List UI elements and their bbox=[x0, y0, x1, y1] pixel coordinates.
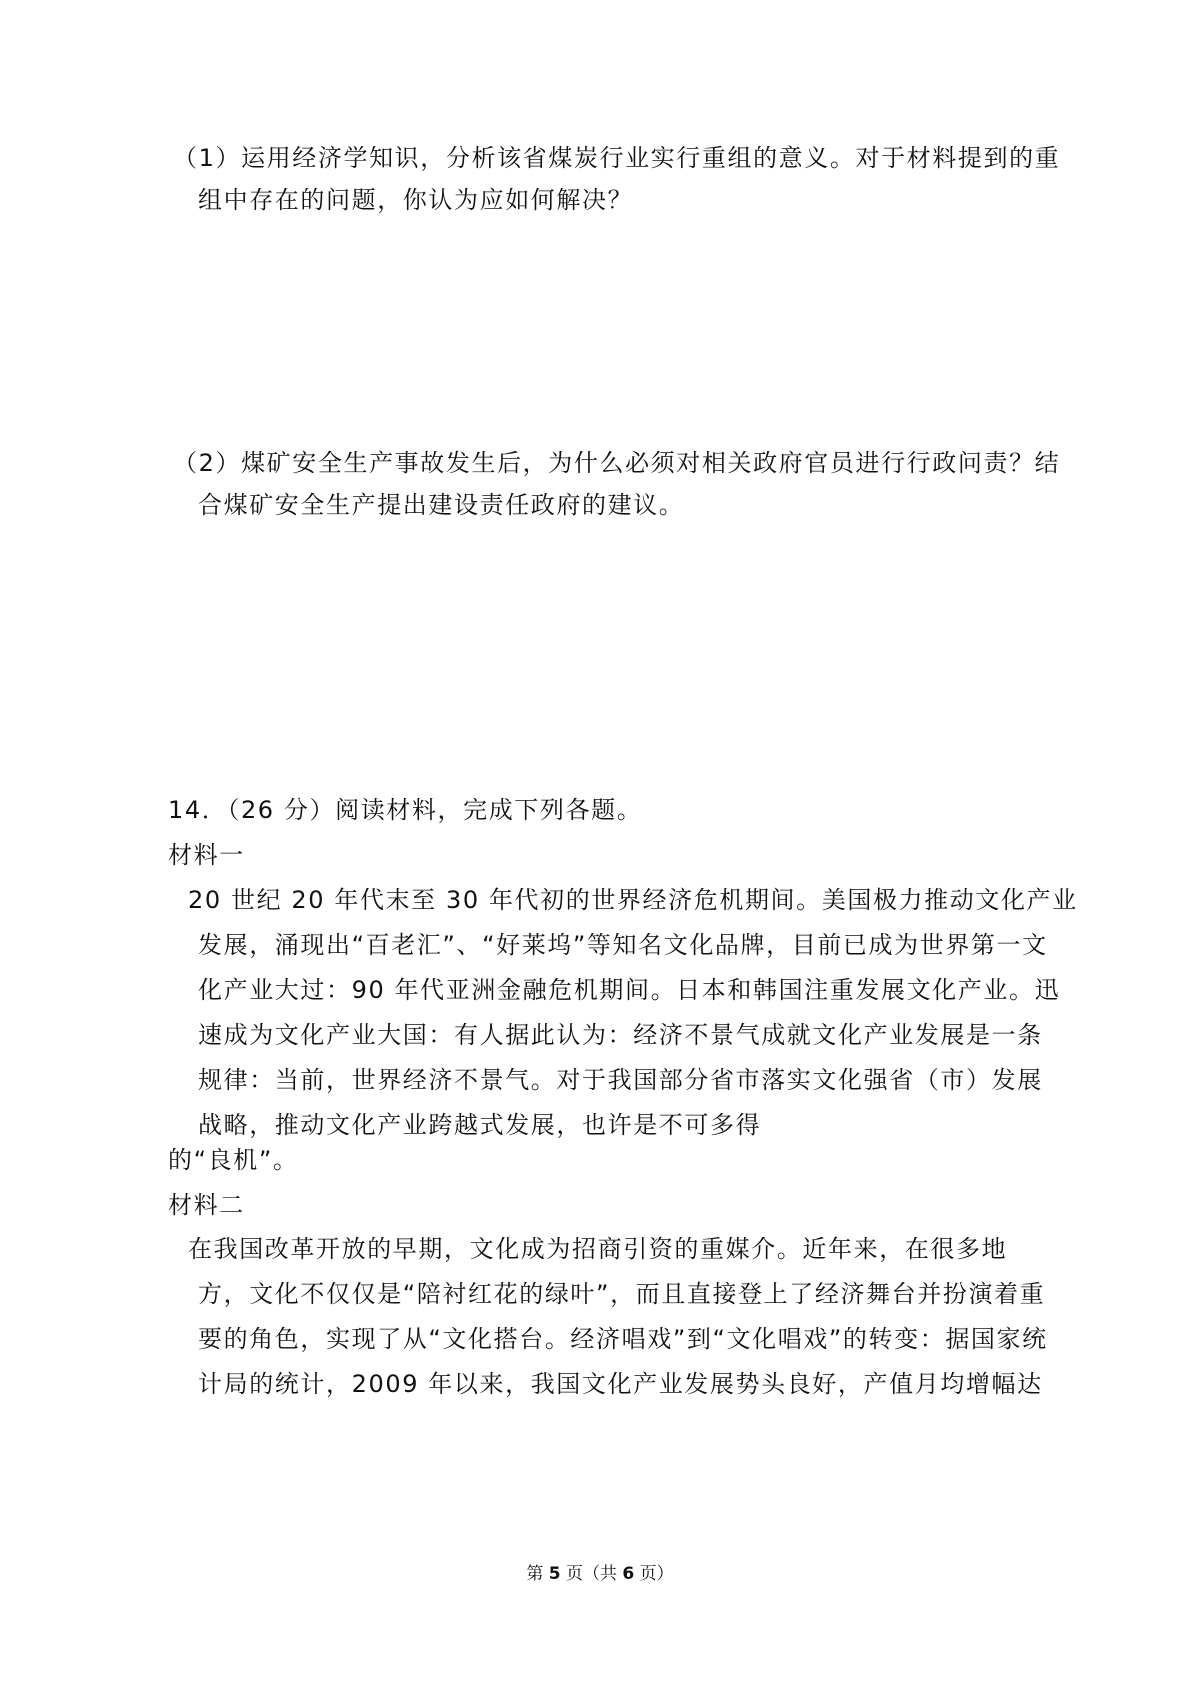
q13-part2-line2: 合煤矿安全生产提出建设责任政府的建议。 bbox=[198, 491, 685, 519]
material1-line-6: 战略，推动文化产业跨越式发展，也许是不可多得 bbox=[198, 1111, 762, 1139]
material2-line-4: 计局的统计，2009 年以来，我国文化产业发展势头良好，产值月均增幅达 bbox=[198, 1370, 1043, 1398]
material2-line-2: 方，文化不仅仅是“陪衬红花的绿叶”，而且直接登上了经济舞台并扮演着重 bbox=[198, 1280, 1046, 1308]
material2-line-3: 要的角色，实现了从“文化搭台。经济唱戏”到“文化唱戏”的转变：据国家统 bbox=[198, 1325, 1048, 1353]
material1-line-4: 速成为文化产业大国：有人据此认为：经济不景气成就文化产业发展是一条 bbox=[198, 1021, 1043, 1049]
footer-current-page: 5 bbox=[548, 1564, 561, 1584]
footer-prefix: 第 bbox=[526, 1564, 549, 1584]
page-footer bbox=[0, 1562, 1200, 1586]
material1-line-1: 20 世纪 20 年代末至 30 年代初的世界经济危机期间。美国极力推动文化产业 bbox=[188, 886, 1078, 914]
material1-line-3: 化产业大过：90 年代亚洲金融危机期间。日本和韩国注重发展文化产业。迅 bbox=[198, 976, 1061, 1004]
footer-total-pages: 6 bbox=[622, 1564, 635, 1584]
material2-line-1: 在我国改革开放的早期，文化成为招商引资的重媒介。近年来，在很多地 bbox=[188, 1235, 1008, 1263]
footer-suffix: 页） bbox=[634, 1564, 674, 1584]
q14-heading: 14．（26 分）阅读材料，完成下列各题。 bbox=[168, 796, 643, 824]
material1-line-5: 规律：当前，世界经济不景气。对于我国部分省市落实文化强省（市）发展 bbox=[198, 1066, 1043, 1094]
material1-line-2: 发展，涌现出“百老汇”、“好莱坞”等知名文化品牌，目前已成为世界第一文 bbox=[198, 931, 1048, 959]
q13-part1-line2: 组中存在的问题，你认为应如何解决？ bbox=[198, 186, 634, 214]
material1-label: 材料一 bbox=[168, 841, 245, 869]
footer-middle: 页（共 bbox=[560, 1564, 623, 1584]
q13-part2-line1: （2）煤矿安全生产事故发生后，为什么必须对相关政府官员进行行政问责？结 bbox=[173, 449, 1061, 477]
material1-line-7: 的“良机”。 bbox=[168, 1146, 299, 1174]
material2-label: 材料二 bbox=[168, 1191, 245, 1219]
q13-part1-line1: （1）运用经济学知识，分析该省煤炭行业实行重组的意义。对于材料提到的重 bbox=[173, 144, 1061, 172]
